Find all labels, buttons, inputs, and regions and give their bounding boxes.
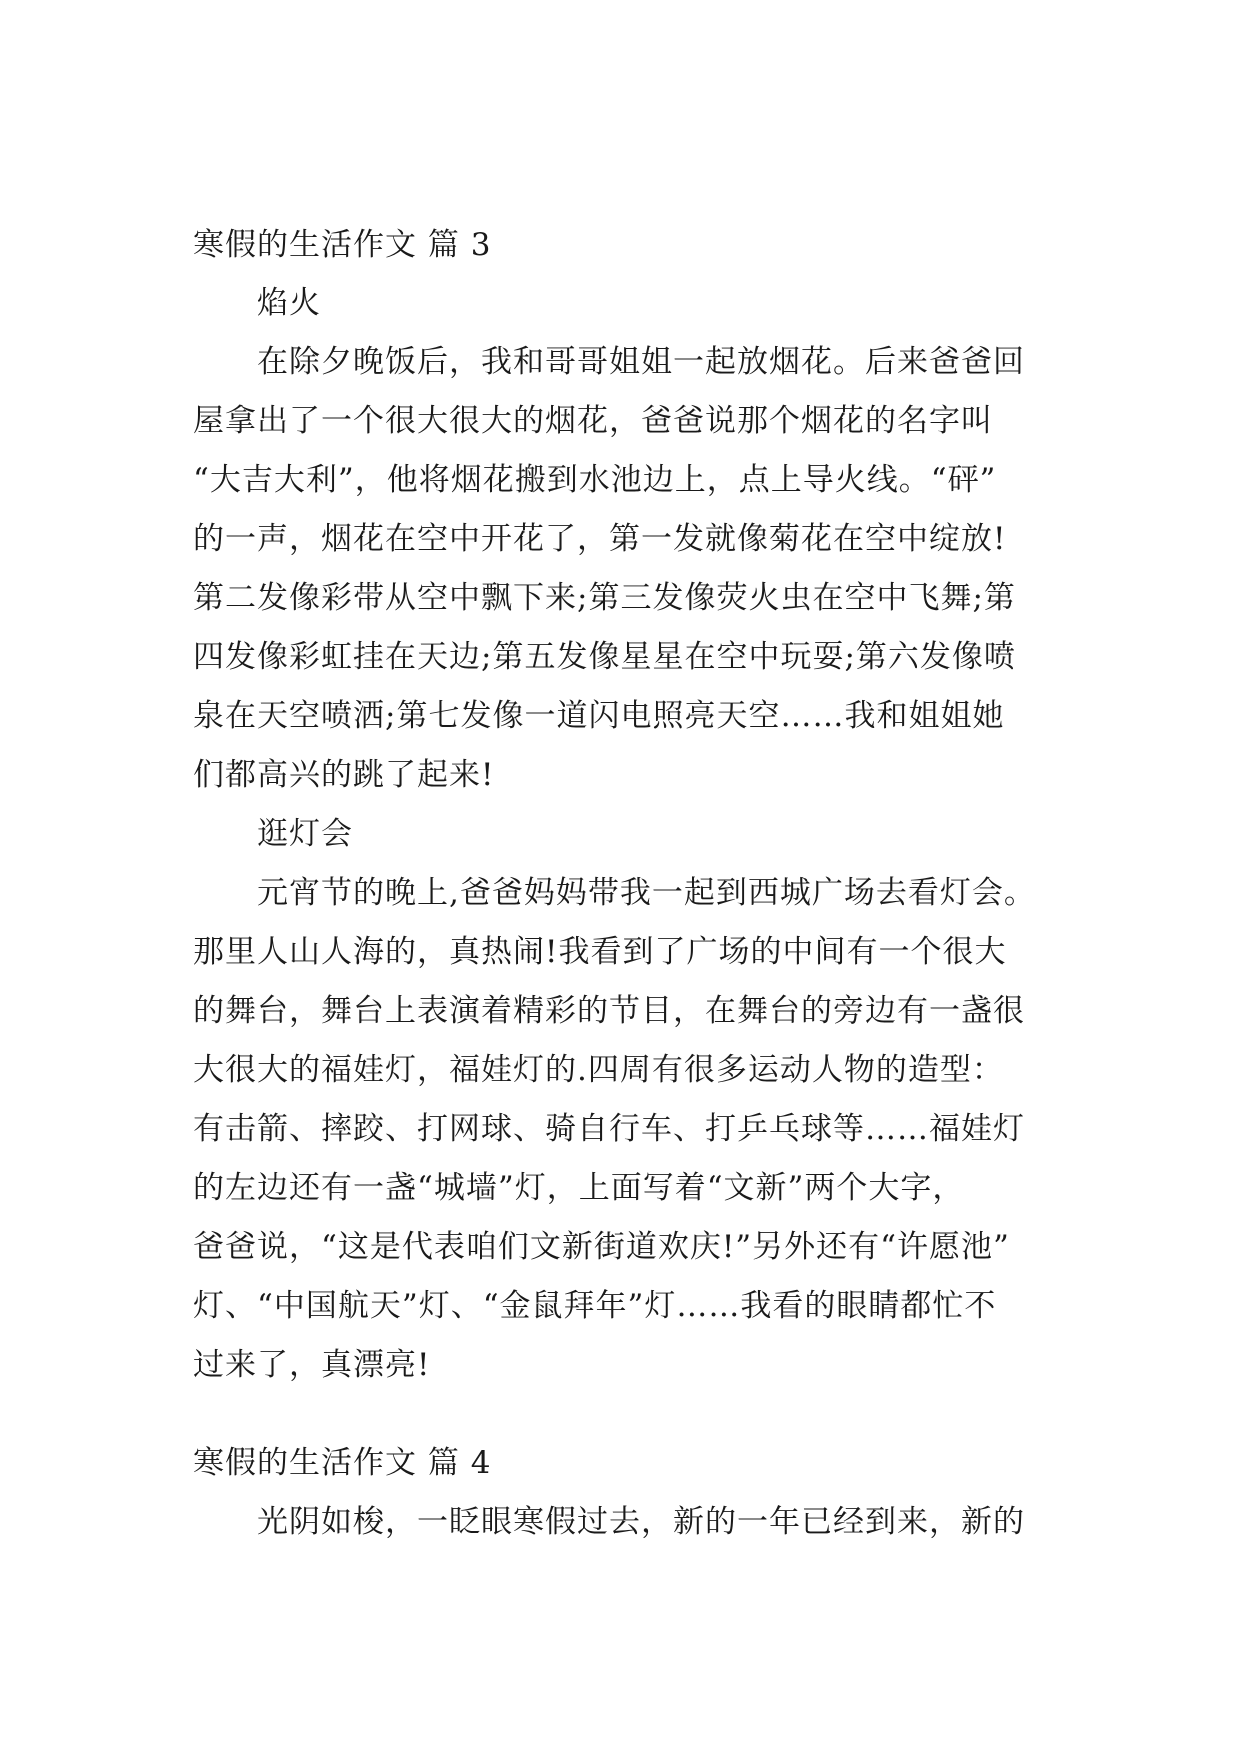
subtitle-fireworks: 焰火: [257, 285, 321, 321]
paragraph-line: 大很大的福娃灯，福娃灯的.四周有很多运动人物的造型：: [193, 1052, 1004, 1088]
paragraph-line: 的左边还有一盏“城墙”灯，上面写着“文新”两个大字，: [193, 1170, 965, 1206]
paragraph-line: 光阴如梭，一眨眼寒假过去，新的一年已经到来，新的: [257, 1504, 1025, 1540]
paragraph-line: 有击箭、摔跤、打网球、骑自行车、打乒乓球等……福娃灯: [193, 1111, 1025, 1147]
section-4-heading: 寒假的生活作文 篇 4: [193, 1445, 492, 1481]
subtitle-lantern-fair: 逛灯会: [257, 816, 353, 852]
paragraph-line: “大吉大利”，他将烟花搬到水池边上，点上导火线。“砰”: [193, 462, 997, 498]
paragraph-line: 们都高兴的跳了起来!: [193, 757, 495, 793]
paragraph-line: 屋拿出了一个很大很大的烟花，爸爸说那个烟花的名字叫: [193, 403, 993, 439]
paragraph-line: 的一声，烟花在空中开花了，第一发就像菊花在空中绽放!: [193, 521, 1007, 557]
paragraph-line: 那里人山人海的，真热闹!我看到了广场的中间有一个很大: [193, 934, 1007, 970]
paragraph-line: 第二发像彩带从空中飘下来;第三发像荧火虫在空中飞舞;第: [193, 580, 1016, 616]
paragraph-line: 在除夕晚饭后，我和哥哥姐姐一起放烟花。后来爸爸回: [257, 344, 1025, 380]
paragraph-line: 元宵节的晚上,爸爸妈妈带我一起到西城广场去看灯会。: [257, 875, 1036, 911]
paragraph-line: 过来了，真漂亮!: [193, 1347, 431, 1383]
paragraph-line: 泉在天空喷洒;第七发像一道闪电照亮天空……我和姐姐她: [193, 698, 1005, 734]
section-3-heading: 寒假的生活作文 篇 3: [193, 227, 492, 263]
paragraph-line: 四发像彩虹挂在天边;第五发像星星在空中玩耍;第六发像喷: [193, 639, 1016, 675]
paragraph-line: 灯、“中国航天”灯、“金鼠拜年”灯……我看的眼睛都忙不: [193, 1288, 997, 1324]
paragraph-line: 爸爸说，“这是代表咱们文新街道欢庆!”另外还有“许愿池”: [193, 1229, 1010, 1265]
paragraph-line: 的舞台，舞台上表演着精彩的节目，在舞台的旁边有一盏很: [193, 993, 1025, 1029]
